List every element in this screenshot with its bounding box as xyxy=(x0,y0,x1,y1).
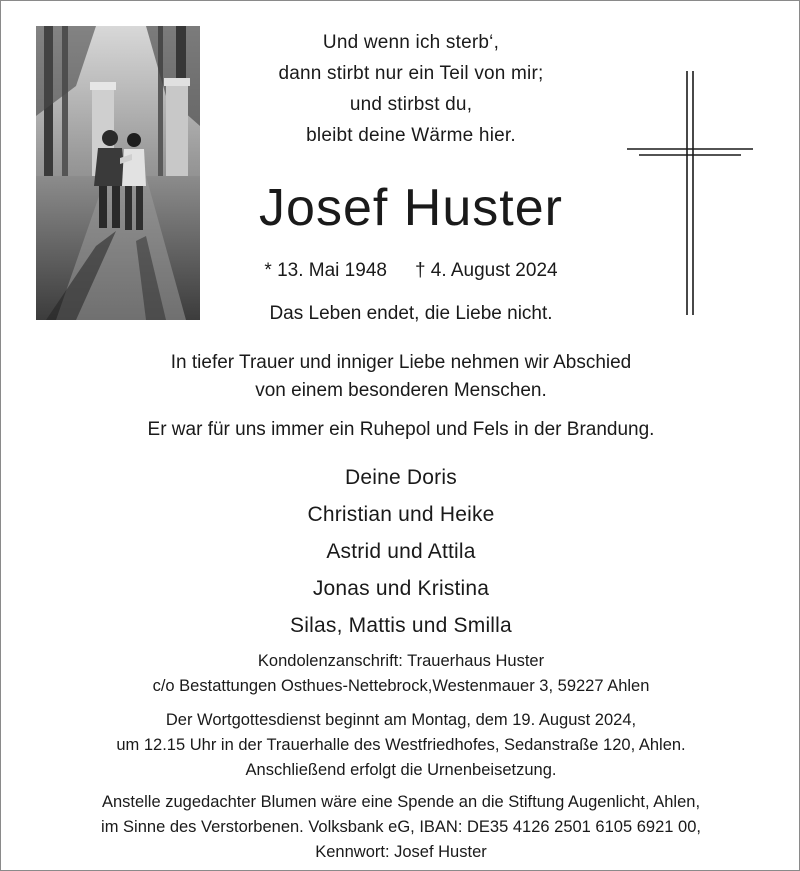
deceased-name: Josef Huster xyxy=(259,179,563,237)
donation-line: Kennwort: Josef Huster xyxy=(315,843,487,861)
poem xyxy=(211,27,611,151)
donation-line: Anstelle zugedachter Blumen wäre eine Spende an die Stiftung Augenlicht, Ahlen, xyxy=(101,793,701,811)
tribute-text: Er war für uns immer ein Ruhepol und Fels in der Brandung. xyxy=(147,419,655,440)
farewell-line: von einem besonderen Menschen. xyxy=(255,380,547,401)
cross-icon xyxy=(627,71,753,315)
donation-line: im Sinne des Verstorbenen. Volksbank eG, IBAN: DE35 4126 2501 6105 6921 00, xyxy=(101,818,701,836)
death-date: † 4. August 2024 xyxy=(414,260,558,281)
address-line: Kondolenzanschrift: Trauerhaus Huster xyxy=(257,652,545,670)
farewell-text xyxy=(21,349,781,405)
birth-date: * 13. Mai 1948 xyxy=(264,260,387,281)
poem-line: bleibt deine Wärme hier. xyxy=(306,125,516,146)
condolence-address xyxy=(21,649,781,699)
poem-line: Und wenn ich sterb‘, xyxy=(322,32,500,53)
couple-walking-photo xyxy=(36,26,200,320)
family-member: Jonas und Kristina xyxy=(312,577,490,600)
farewell-line: In tiefer Trauer und inniger Liebe nehmen wir Abschied xyxy=(170,352,632,373)
service-line: Der Wortgottesdienst beginnt am Montag, dem 19. August 2024, xyxy=(165,711,637,729)
service-line: Anschließend erfolgt die Urnenbeisetzung. xyxy=(245,761,557,779)
service-info xyxy=(21,708,781,783)
family-member: Deine Doris xyxy=(345,466,457,489)
memorial-photo xyxy=(36,26,200,320)
service-line: um 12.15 Uhr in der Trauerhalle des Westfriedhofes, Sedanstraße 120, Ahlen. xyxy=(116,736,686,754)
family-list xyxy=(21,459,781,644)
life-dates xyxy=(211,257,611,285)
poem-line: und stirbst du, xyxy=(349,94,473,115)
family-member: Astrid und Attila xyxy=(326,540,476,563)
donation-info xyxy=(21,790,781,865)
poem-line: dann stirbt nur ein Teil von mir; xyxy=(278,63,544,84)
family-member: Christian und Heike xyxy=(307,503,495,526)
address-line: c/o Bestattungen Osthues-Nettebrock,Westenmauer 3, 59227 Ahlen xyxy=(152,677,650,695)
family-member: Silas, Mattis und Smilla xyxy=(290,614,512,637)
motto: Das Leben endet, die Liebe nicht. xyxy=(269,303,553,324)
